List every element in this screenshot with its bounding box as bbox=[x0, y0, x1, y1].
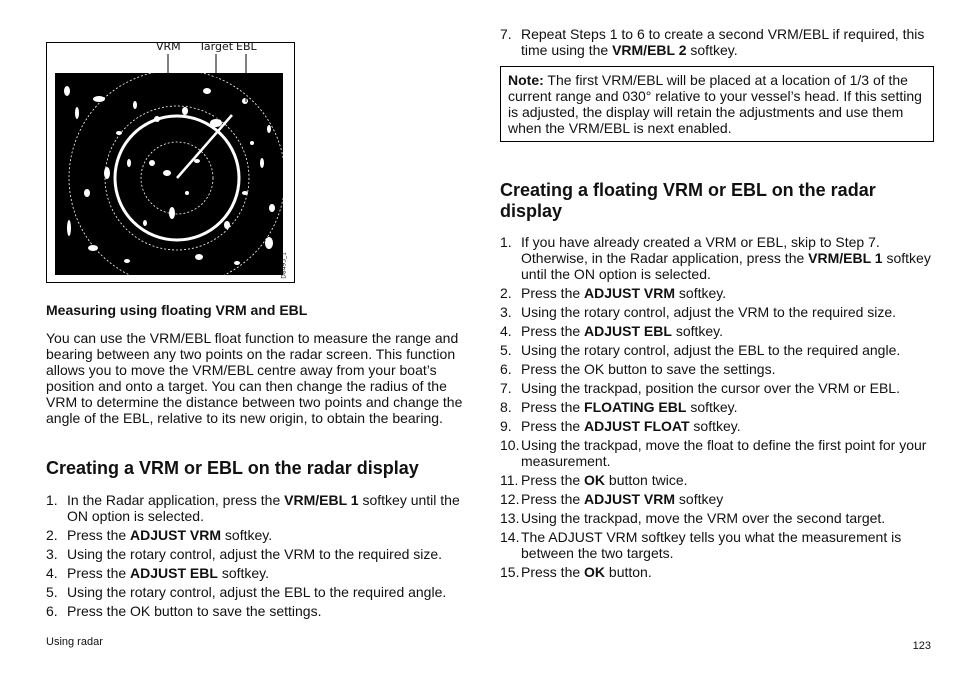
list-item: 3. Using the rotary control, adjust the VRM to the required size. bbox=[46, 546, 443, 562]
list-item: 4. Press the ADJUST EBL softkey. bbox=[46, 565, 270, 581]
section-heading-vrm-ebl: Creating a VRM or EBL on the radar display bbox=[46, 458, 419, 478]
list-item: 11. Press the OK button twice. bbox=[500, 472, 688, 488]
list-item: 7. Repeat Steps 1 to 6 to create a second VRM/EBL if required, this time using the VRM/EBL 2 softkey. bbox=[500, 26, 925, 58]
figure-code: D8493_1 bbox=[281, 252, 288, 279]
intro-paragraph: You can use the VRM/EBL float function to measure the range and bearing between any two points on the radar screen. This function allows you to move the VRM/EBL centre away from your boat’s position and onto a target. You can then change the radius of the VRM to determine the distance between two points and change the angle of the EBL, relative to its new origin, to obtain the bearing. bbox=[46, 330, 463, 426]
list-item: 9. Press the ADJUST FLOAT softkey. bbox=[500, 418, 741, 434]
list-item: 6. Press the OK button to save the settings. bbox=[500, 361, 776, 377]
list-item: 4. Press the ADJUST EBL softkey. bbox=[500, 323, 724, 339]
list-item: 5. Using the rotary control, adjust the EBL to the required angle. bbox=[500, 342, 901, 358]
right-step-list-continued bbox=[500, 26, 933, 58]
right-step-list bbox=[500, 234, 933, 580]
list-item: 7. Using the trackpad, position the cursor over the VRM or EBL. bbox=[500, 380, 900, 396]
list-item: 6. Press the OK button to save the settings. bbox=[46, 603, 322, 619]
list-item: 8. Press the FLOATING EBL softkey. bbox=[500, 399, 738, 415]
vrm-callout: VRM bbox=[156, 40, 181, 53]
list-item: 2. Press the ADJUST VRM softkey. bbox=[46, 527, 273, 543]
radar-figure bbox=[46, 36, 294, 282]
left-column bbox=[46, 36, 478, 622]
ebl-callout: EBL bbox=[236, 40, 257, 53]
note-box bbox=[500, 66, 934, 142]
list-item: 10. Using the trackpad, move the float to define the first point for your measurement. bbox=[500, 437, 927, 469]
left-step-list bbox=[46, 492, 478, 619]
section-subheading: Measuring using floating VRM and EBL bbox=[46, 302, 308, 318]
list-item: 3. Using the rotary control, adjust the VRM to the required size. bbox=[500, 304, 897, 320]
note-label: Note: bbox=[508, 72, 544, 88]
list-item: 12. Press the ADJUST VRM softkey bbox=[500, 491, 724, 507]
footer-section-name: Using radar bbox=[46, 636, 103, 648]
list-item: 14. The ADJUST VRM softkey tells you what the measurement is between the two targets. bbox=[500, 529, 902, 561]
list-item: 15. Press the OK button. bbox=[500, 564, 652, 580]
list-item: 2. Press the ADJUST VRM softkey. bbox=[500, 285, 727, 301]
footer-page-number: 123 bbox=[912, 640, 931, 652]
right-column bbox=[500, 26, 933, 583]
list-item: 1. If you have already created a VRM or EBL, skip to Step 7. Otherwise, in the Radar application, press the VRM/EBL 1 softkey until the ON option is selected. bbox=[500, 234, 931, 282]
note-text: The first VRM/EBL will be placed at a location of 1/3 of the current range and 030° relative to your vessel’s head. If this setting is adjusted, the display will retain the adjustments and use them when the VRM/EBL is next enabled. bbox=[508, 72, 922, 136]
target-callout: Target bbox=[199, 40, 234, 53]
list-item: 5. Using the rotary control, adjust the EBL to the required angle. bbox=[46, 584, 447, 600]
list-item: 13. Using the trackpad, move the VRM over the second target. bbox=[500, 510, 886, 526]
list-item: 1. In the Radar application, press the VRM/EBL 1 softkey until the ON option is selected. bbox=[46, 492, 460, 524]
callout-leader-lines bbox=[46, 36, 294, 136]
section-heading-floating: Creating a floating VRM or EBL on the radar display bbox=[500, 180, 876, 221]
